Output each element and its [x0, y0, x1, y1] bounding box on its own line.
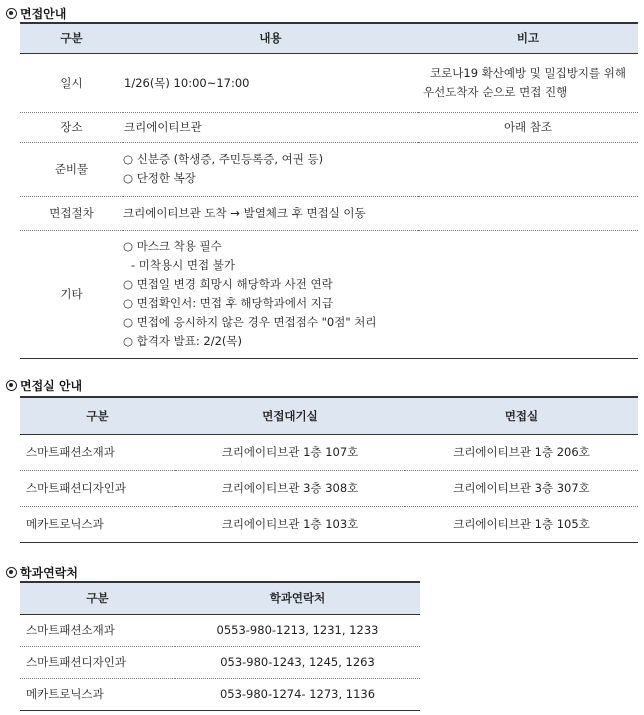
row-note: 아래 참조	[418, 112, 638, 142]
col-header-content: 내용	[123, 23, 418, 53]
contact-cell: 0553-980-1213, 1231, 1233	[175, 614, 420, 646]
table-row	[20, 470, 638, 506]
row-note	[418, 53, 638, 112]
table-row	[20, 434, 638, 470]
contact-cell: 053-980-1274- 1273, 1136	[175, 678, 420, 710]
dept-cell: 메카트로닉스과	[20, 678, 175, 710]
interview-room-cell: 크리에이티브관 3층 307호	[405, 470, 638, 506]
interview-room-cell: 크리에이티브관 1층 105호	[405, 506, 638, 542]
list-item: - 미착용시 면접 불가	[131, 258, 235, 272]
waiting-room-cell: 크리에이티브관 1층 103호	[175, 506, 405, 542]
col-header-note: 비고	[418, 23, 638, 53]
table-row	[20, 614, 420, 646]
table-row	[20, 646, 420, 678]
dept-contact-table	[20, 581, 420, 711]
section-title-interview-guide	[6, 5, 66, 22]
col-header-category: 구분	[20, 582, 175, 614]
waiting-room-cell: 크리에이티브관 3층 308호	[175, 470, 405, 506]
table-row	[20, 506, 638, 542]
row-content: 크리에이티브관 도착 → 발열체크 후 면접실 이동	[123, 196, 638, 230]
interview-room-table	[20, 396, 638, 543]
table-row-time	[20, 53, 638, 112]
list-item: ○ 마스크 착용 필수	[123, 239, 222, 253]
col-header-category: 구분	[20, 397, 175, 434]
row-label: 준비물	[20, 142, 123, 196]
row-label: 기타	[20, 230, 123, 358]
dept-cell: 스마트패션소재과	[20, 434, 175, 470]
dept-cell: 메카트로닉스과	[20, 506, 175, 542]
col-header-category: 구분	[20, 23, 123, 53]
section-title-interview-room	[6, 377, 82, 394]
table-row-procedure	[20, 196, 638, 230]
circle-bullet-icon	[6, 567, 17, 578]
list-item: ○ 면접에 응시하지 않은 경우 면접점수 "0점" 처리	[123, 315, 377, 329]
circle-bullet-icon	[6, 380, 17, 391]
dept-cell: 스마트패션소재과	[20, 614, 175, 646]
waiting-room-cell: 크리에이티브관 1층 107호	[175, 434, 405, 470]
table-row-prep	[20, 142, 638, 196]
section-title-text: 면접안내	[20, 7, 67, 21]
dept-cell: 스마트패션디자인과	[20, 646, 175, 678]
col-header-contact: 학과연락처	[175, 582, 420, 614]
section-title-dept-contact	[6, 564, 78, 581]
col-header-interview-room: 면접실	[405, 397, 638, 434]
section-title-text: 면접실 안내	[20, 379, 83, 393]
list-item: ○ 면접일 변경 희망시 해당학과 사전 연락	[123, 277, 333, 291]
note-line: 우선도착자 순으로 면접 진행	[423, 84, 568, 99]
row-content	[123, 230, 638, 358]
table-row	[20, 678, 420, 710]
contact-cell: 053-980-1243, 1245, 1263	[175, 646, 420, 678]
row-label: 일시	[20, 53, 123, 112]
section-title-text: 학과연락처	[20, 566, 78, 580]
dept-cell: 스마트패션디자인과	[20, 470, 175, 506]
row-content: 크리에이티브관	[123, 112, 418, 142]
list-item: ○ 합격자 발표: 2/2(목)	[123, 334, 243, 348]
row-label: 면접절차	[20, 196, 123, 230]
row-label: 장소	[20, 112, 123, 142]
table-row-etc	[20, 230, 638, 358]
list-item: ○ 신분증 (학생증, 주민등록증, 여권 등)	[123, 152, 324, 166]
list-item: ○ 면접확인서: 면접 후 해당학과에서 지급	[123, 296, 333, 310]
row-content: 1/26(목) 10:00~17:00	[123, 53, 418, 112]
interview-guide-table	[20, 22, 638, 359]
note-line: 코로나19 확산예방 및 밀집방지를 위해	[430, 65, 626, 80]
circle-bullet-icon	[6, 8, 17, 19]
row-content	[123, 142, 638, 196]
col-header-waiting-room: 면접대기실	[175, 397, 405, 434]
table-row-place	[20, 112, 638, 142]
list-item: ○ 단정한 복장	[123, 171, 196, 185]
interview-room-cell: 크리에이티브관 1층 206호	[405, 434, 638, 470]
